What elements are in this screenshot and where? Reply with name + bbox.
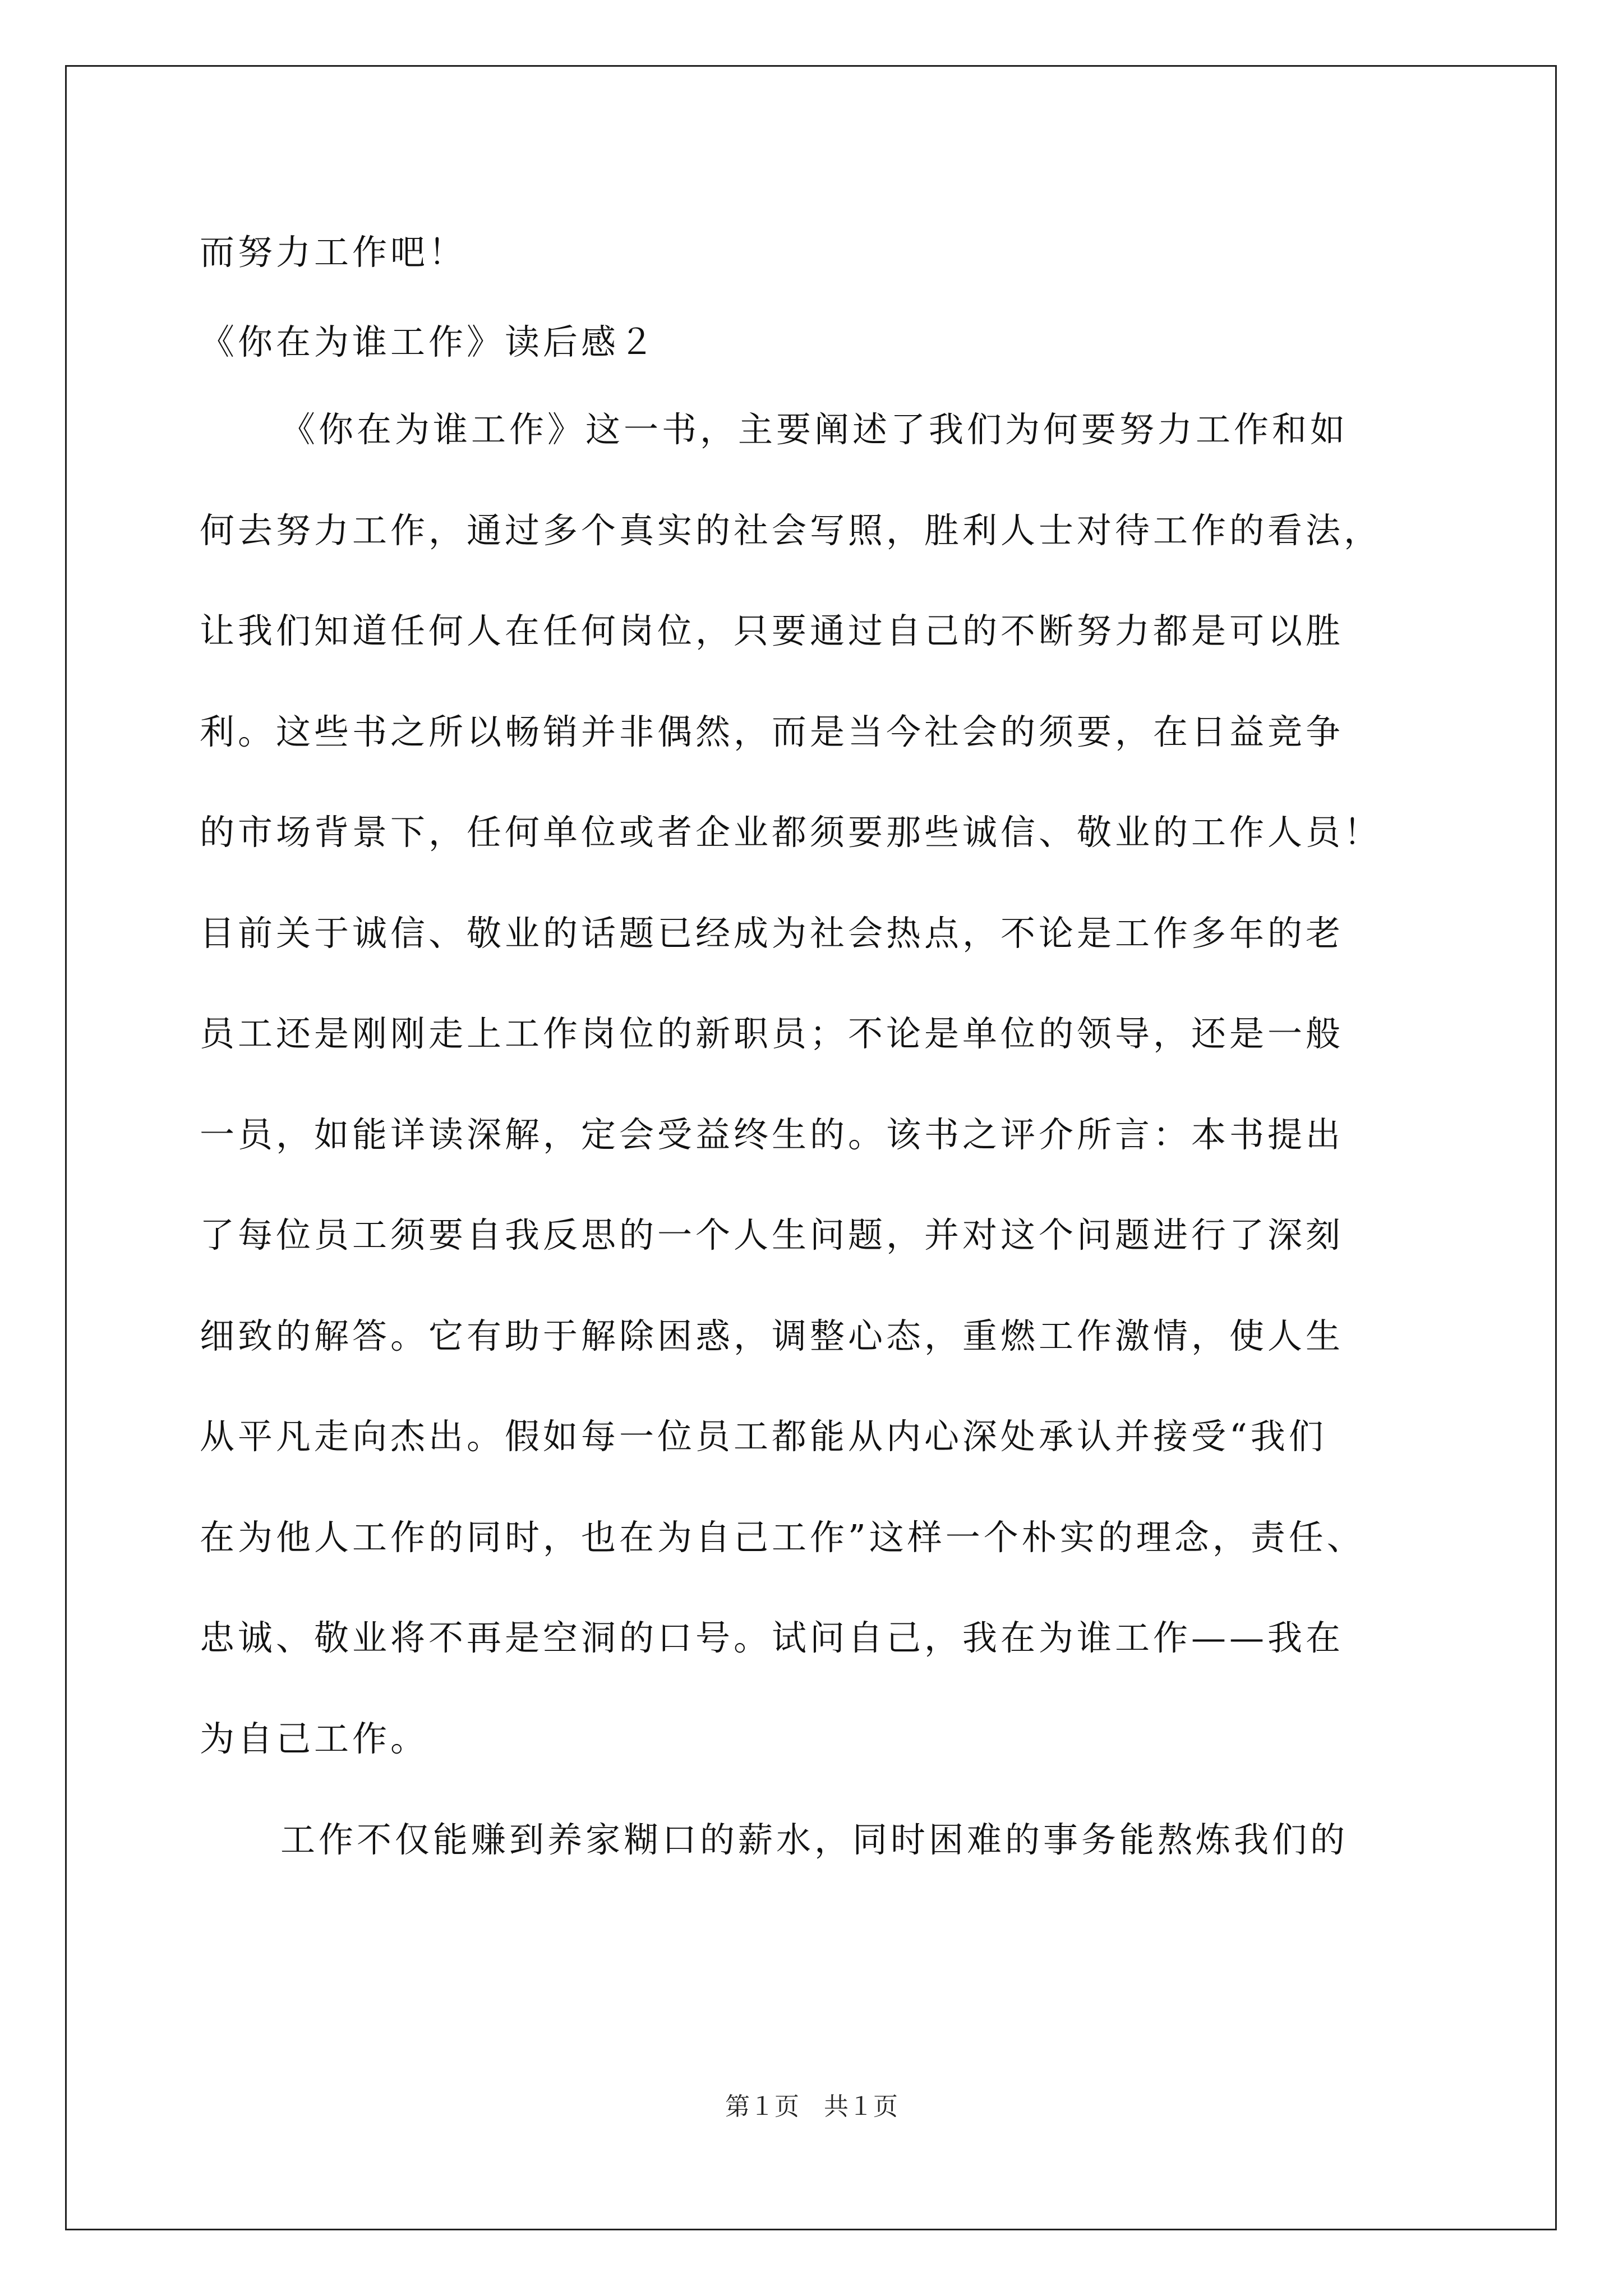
paragraph-line: 细致的解答。它有助于解除困惑，调整心态，重燃工作激情，使人生 <box>200 1315 1344 1356</box>
paragraph-line: 一员，如能详读深解，定会受益终生的。该书之评介所言：本书提出 <box>200 1114 1344 1155</box>
paragraph-line: 从平凡走向杰出。假如每一位员工都能从内心深处承认并接受“我们 <box>200 1416 1327 1457</box>
paragraph-line: 员工还是刚刚走上工作岗位的新职员；不论是单位的领导，还是一般 <box>200 1013 1344 1054</box>
paragraph-line: 忠诚、敬业将不再是空洞的口号。试问自己，我在为谁工作——我在 <box>200 1617 1344 1658</box>
page-footer: 第１页 共１页 <box>725 2092 898 2121</box>
text-line-continuation: 而努力工作吧！ <box>200 232 467 273</box>
paragraph-line: 《你在为谁工作》这一书，主要阐述了我们为何要努力工作和如 <box>280 409 1349 450</box>
paragraph-line: 让我们知道任何人在任何岗位，只要通过自己的不断努力都是可以胜 <box>200 610 1344 651</box>
paragraph-line: 了每位员工须要自我反思的一个人生问题，并对这个问题进行了深刻 <box>200 1214 1344 1255</box>
paragraph-line: 何去努力工作，通过多个真实的社会写照，胜利人士对待工作的看法， <box>200 510 1382 551</box>
paragraph-line: 工作不仅能赚到养家糊口的薪水，同时困难的事务能熬炼我们的 <box>280 1819 1349 1860</box>
section-heading: 《你在为谁工作》读后感２ <box>200 321 658 362</box>
paragraph-line: 为自己工作。 <box>200 1718 429 1759</box>
paragraph-line: 的市场背景下，任何单位或者企业都须要那些诚信、敬业的工作人员！ <box>200 812 1382 853</box>
paragraph-line: 目前关于诚信、敬业的话题已经成为社会热点，不论是工作多年的老 <box>200 913 1344 954</box>
paragraph-line: 在为他人工作的同时，也在为自己工作”这样一个朴实的理念，责任、 <box>200 1517 1365 1558</box>
paragraph-line: 利。这些书之所以畅销并非偶然，而是当今社会的须要，在日益竞争 <box>200 711 1344 752</box>
